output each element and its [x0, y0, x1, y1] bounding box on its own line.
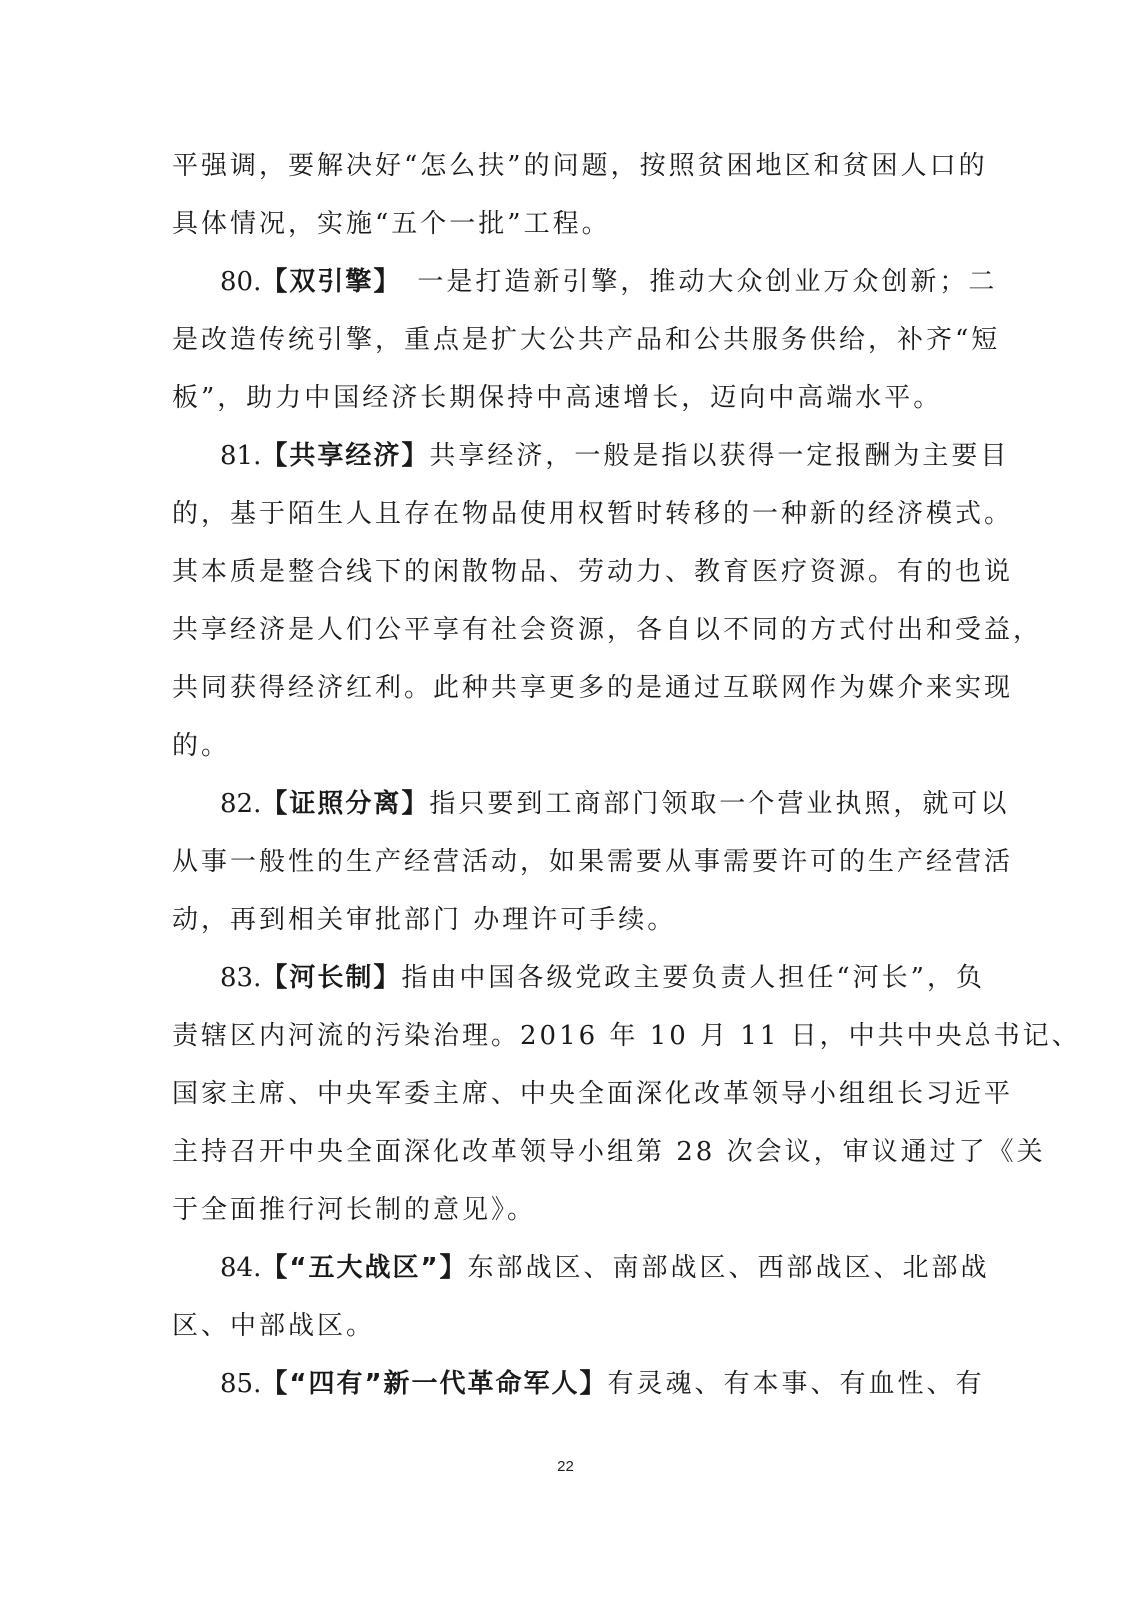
text-line: 板”，助力中国经济长期保持中高速增长，迈向中高端水平。: [172, 383, 943, 413]
text-line: 动，再到相关审批部门 办理许可手续。: [172, 905, 677, 935]
text-line: 国家主席、中央军委主席、中央全面深化改革领导小组组长习近平: [172, 1079, 1014, 1109]
entry-number: 80.: [220, 267, 262, 297]
text-line: 平强调，要解决好“怎么扶”的问题，按照贫困地区和贫困人口的: [172, 151, 988, 181]
text-line: 其本质是整合线下的闲散物品、劳动力、教育医疗资源。有的也说: [172, 557, 1014, 587]
entry-81: [172, 427, 1043, 775]
entry-number: 83.: [220, 963, 262, 993]
entry-term: 【共享经济】: [261, 441, 430, 471]
entry-text: 指由中国各级党政主要负责人担任“河长”，负: [401, 963, 985, 993]
text-line: 共享经济是人们公平享有社会资源，各自以不同的方式付出和受益，: [172, 615, 1043, 645]
entry-84: [172, 1239, 990, 1355]
entry-text: 指只要到工商部门领取一个营业执照，就可以: [429, 789, 1010, 819]
entry-first-line: [172, 775, 1010, 833]
text-line: 区、中部战区。: [172, 1311, 376, 1341]
entry-text: 共享经济，一般是指以获得一定报酬为主要目: [429, 441, 1010, 471]
text-line: 于全面推行河长制的意见》。: [172, 1195, 537, 1225]
entry-first-line: [172, 427, 1010, 485]
page-number: 22: [557, 1458, 574, 1475]
text-line: 的，基于陌生人且存在物品使用权暂时转移的一种新的经济模式。: [172, 499, 1014, 529]
text-line: 从事一般性的生产经营活动，如果需要从事需要许可的生产经营活: [172, 847, 1014, 877]
entry-number: 81.: [220, 441, 262, 471]
entry-80: [172, 253, 1001, 427]
entry-first-line: [172, 1239, 990, 1297]
entry-number: 82.: [220, 789, 262, 819]
entry-first-line: [172, 949, 985, 1007]
text-line: 责辖区内河流的污染治理。2016 年 10 月 11 日，中共中央总书记、: [172, 1021, 1081, 1051]
entry-text: 有灵魂、有本事、有血性、有: [607, 1369, 985, 1399]
text-line: 是改造传统引擎，重点是扩大公共产品和公共服务供给，补齐“短: [172, 325, 1001, 355]
entry-82: [172, 775, 1014, 949]
continuation-paragraph: [172, 137, 988, 253]
text-line: 共同获得经济红利。此种共享更多的是通过互联网作为媒介来实现: [172, 673, 1014, 703]
document-body: [172, 137, 1081, 1413]
entry-number: 85.: [220, 1369, 262, 1399]
text-line: 的。: [172, 731, 231, 761]
entry-term: 【“四有”新一代革命军人】: [261, 1369, 608, 1399]
entry-term: 【双引擎】: [261, 267, 389, 297]
entry-first-line: [172, 1355, 985, 1413]
text-line: 具体情况，实施“五个一批”工程。: [172, 209, 611, 239]
entry-83: [172, 949, 1081, 1239]
entry-term: 【河长制】: [261, 963, 402, 993]
entry-85: [172, 1355, 985, 1413]
entry-text: 一是打造新引擎，推动大众创业万众创新；二: [388, 267, 998, 297]
entry-term: 【“五大战区”】: [261, 1253, 468, 1283]
text-line: 主持召开中央全面深化改革领导小组第 28 次会议，审议通过了《关: [172, 1137, 1046, 1167]
entry-term: 【证照分离】: [261, 789, 430, 819]
entry-number: 84.: [220, 1253, 262, 1283]
entry-text: 东部战区、南部战区、西部战区、北部战: [467, 1253, 990, 1283]
entry-first-line: [172, 253, 998, 311]
